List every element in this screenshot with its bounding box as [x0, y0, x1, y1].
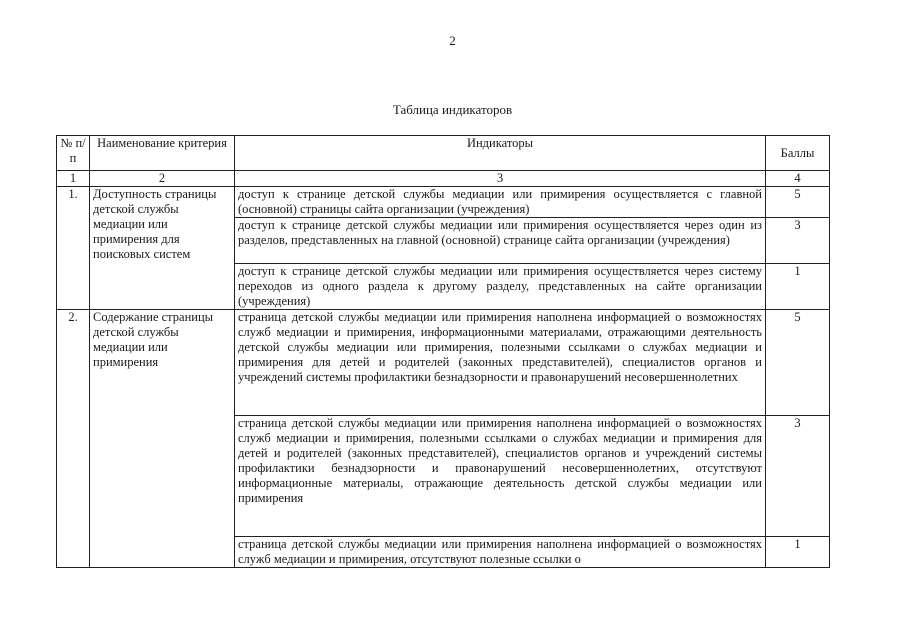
criterion-name: Содержание страницы детской службы медиации или примирения	[90, 310, 235, 568]
criterion-name: Доступность страницы детской службы медиации или примирения для поисковых систем	[90, 187, 235, 310]
indicator-text: доступ к странице детской службы медиации или примирения осуществляется с главной (основной) страницы сайта организации (учреждения)	[235, 187, 766, 218]
indicator-text: страница детской службы медиации или примирения наполнена информацией о возможностях служб медиации и примирения, информационными материалами, отражающими деятельность детской службы медиации или примирения, полезными ссылками о службах медиации и примирения для детей и родителей (законных представителей), специалистов органов и учреждений системы профилактики безнадзорности и правонарушений несовершеннолетних	[235, 310, 766, 416]
indicator-score: 5	[766, 310, 830, 416]
header-score: Баллы	[766, 136, 830, 171]
indicators-table	[56, 135, 830, 568]
column-number-row	[57, 171, 830, 187]
indicator-score: 5	[766, 187, 830, 218]
table-row	[57, 187, 830, 218]
indicator-text: доступ к странице детской службы медиации или примирения осуществляется через один из разделов, представленных на главной (основной) странице сайта организации (учреждения)	[235, 218, 766, 264]
table-row	[57, 310, 830, 416]
column-number: 4	[766, 171, 830, 187]
header-criterion: Наименование критерия	[90, 136, 235, 171]
indicator-text: страница детской службы медиации или примирения наполнена информацией о возможностях служб медиации и примирения, полезными ссылками о службах медиации и примирения для детей и родителей (законных представителей), специалистов органов и учреждений системы профилактики безнадзорности и правонарушений несовершеннолетних, отсутствуют информационные материалы, отражающие деятельность детской службы медиации или примирения	[235, 416, 766, 537]
page-number: 2	[449, 33, 456, 48]
header-indicators: Индикаторы	[235, 136, 766, 171]
criterion-number: 2.	[57, 310, 90, 568]
table-header-row	[57, 136, 830, 171]
indicator-text: доступ к странице детской службы медиации или примирения осуществляется через систему переходов из одного раздела к другому разделу, представленных на сайте организации (учреждения)	[235, 264, 766, 310]
indicator-score: 1	[766, 264, 830, 310]
indicator-score: 3	[766, 416, 830, 537]
column-number: 1	[57, 171, 90, 187]
table-title: Таблица индикаторов	[392, 102, 513, 117]
indicator-score: 1	[766, 537, 830, 568]
criterion-number: 1.	[57, 187, 90, 310]
indicator-score: 3	[766, 218, 830, 264]
indicator-text: страница детской службы медиации или примирения наполнена информацией о возможностях служб медиации и примирения, отсутствуют полезные ссылки о	[235, 537, 766, 568]
column-number: 2	[90, 171, 235, 187]
header-num: № п/п	[57, 136, 90, 171]
column-number: 3	[235, 171, 766, 187]
